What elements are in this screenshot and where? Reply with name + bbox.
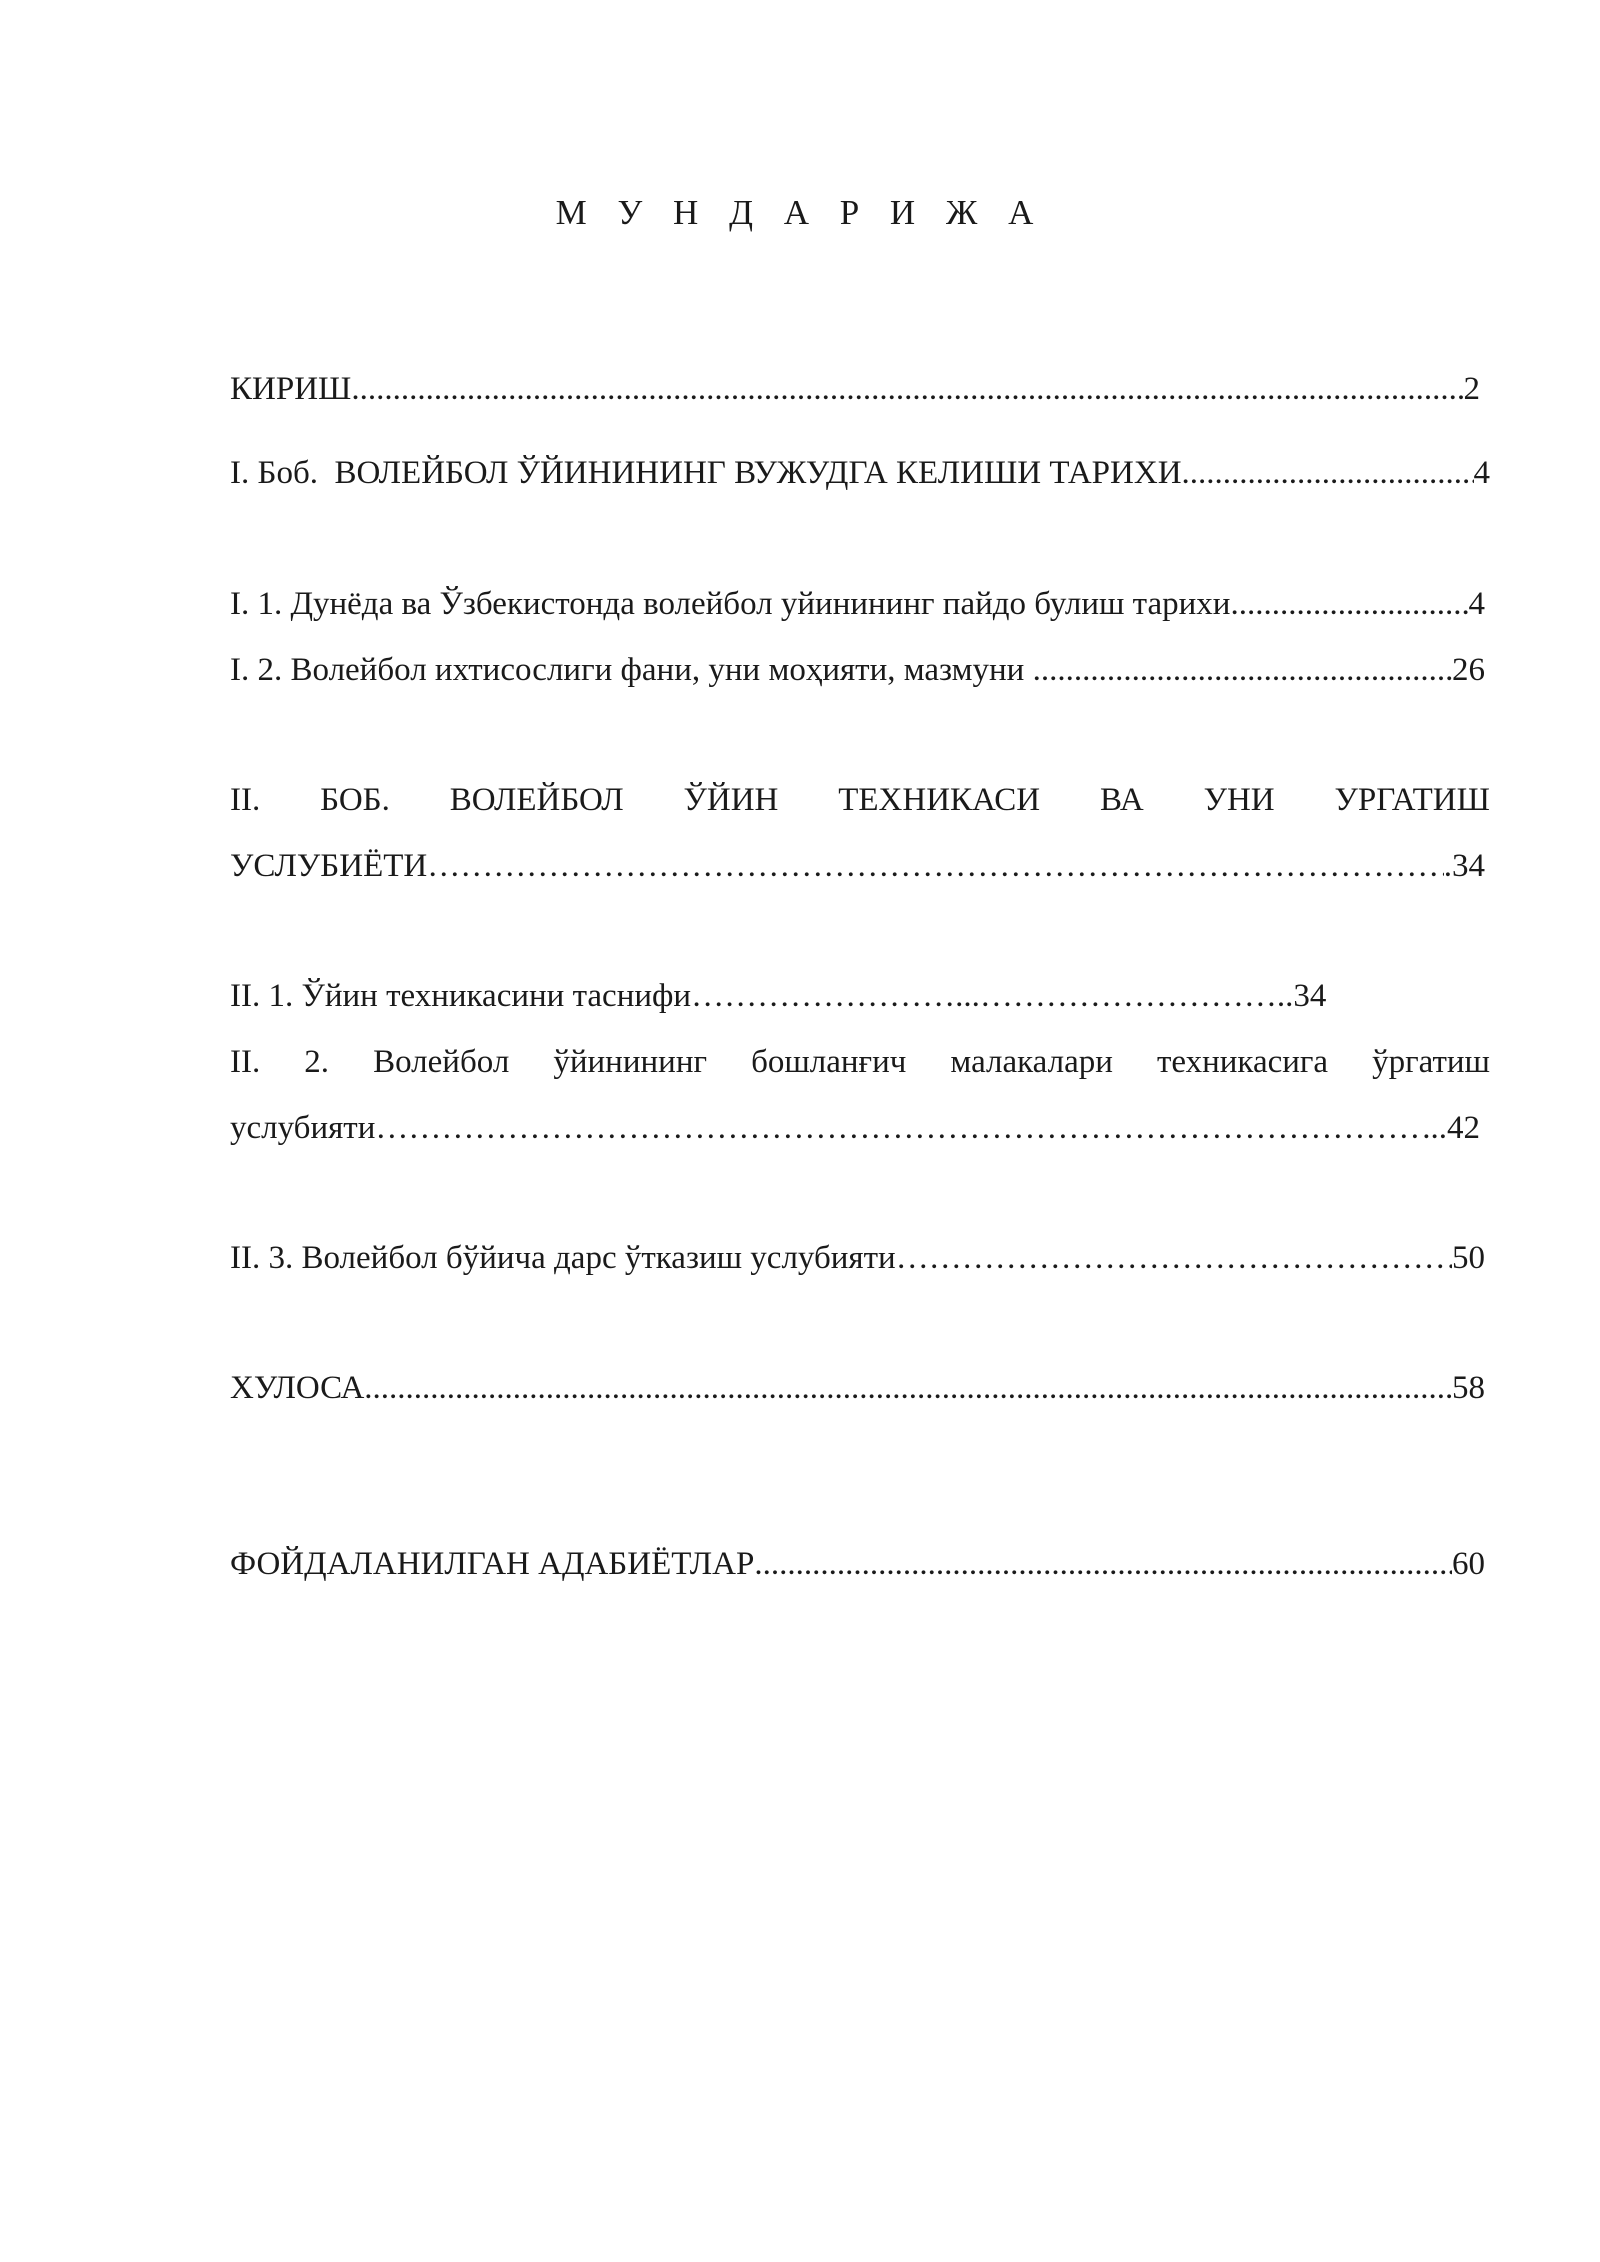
- toc-entry-text: I. Боб. ВОЛЕЙБОЛ ЎЙИНИНИНГ ВУЖУДГА КЕЛИШИ ТАРИХИ: [230, 455, 1182, 491]
- toc-word: ВА: [1099, 782, 1144, 818]
- toc-page-number: 2: [1463, 371, 1480, 407]
- toc-word: II.: [230, 782, 261, 818]
- toc-entry-chapter-2-line-2[interactable]: [230, 842, 1485, 890]
- toc-word: УНИ: [1203, 782, 1275, 818]
- toc-entry-text: УСЛУБИЁТИ: [230, 848, 428, 884]
- toc-dot-leader: [351, 365, 1463, 413]
- toc-entry-text: I. 2. Волейбол ихтисослиги фани, уни моҳияти, мазмуни: [230, 652, 1033, 688]
- toc-entry-chapter-2-line-1[interactable]: [230, 776, 1490, 824]
- toc-page-number: 34: [1293, 978, 1327, 1014]
- toc-entry-text: I. 1. Дунёда ва Ўзбекистонда волейбол уйинининг пайдо булиш тарихи: [230, 586, 1231, 622]
- toc-word: ВОЛЕЙБОЛ: [449, 782, 624, 818]
- toc-word: ТЕХНИКАСИ: [838, 782, 1041, 818]
- toc-word: техникасига: [1156, 1044, 1329, 1080]
- toc-word: УРГАТИШ: [1334, 782, 1490, 818]
- toc-entry-section-2-2-line-2[interactable]: [230, 1104, 1480, 1152]
- toc-entry-text: КИРИШ: [230, 371, 352, 407]
- toc-entry-section-2-1[interactable]: [230, 972, 1326, 1020]
- toc-entry-text: II. 1. Ўйин техникасини таснифи: [230, 978, 692, 1014]
- toc-dot-leader: [1182, 449, 1474, 497]
- toc-page-number: 50: [1452, 1240, 1485, 1276]
- toc-dot-leader: [754, 1540, 1452, 1588]
- page-title: М У Н Д А Р И Ж А: [555, 193, 1045, 232]
- toc-page-number: 4: [1468, 586, 1485, 622]
- toc-page-number: 60: [1452, 1546, 1485, 1582]
- toc-word: Волейбол: [373, 1044, 510, 1080]
- toc-word: ўйинининг: [553, 1044, 708, 1080]
- toc-entry-section-1-1[interactable]: [230, 580, 1485, 628]
- toc-word: малакалари: [950, 1044, 1113, 1080]
- toc-entry-text: услубияти: [230, 1110, 376, 1146]
- toc-page-number: .34: [1443, 848, 1485, 884]
- toc-entry-intro[interactable]: [230, 365, 1480, 413]
- toc-word: бошланғич: [751, 1044, 907, 1080]
- toc-word: 2.: [304, 1044, 330, 1080]
- toc-ellipsis-leader: [896, 1234, 1452, 1282]
- toc-ellipsis-leader: ……………………...………………………..: [691, 978, 1294, 1014]
- toc-page-number: ...42: [1422, 1110, 1480, 1146]
- toc-entry-references[interactable]: [230, 1540, 1485, 1588]
- toc-entry-section-2-3[interactable]: [230, 1234, 1485, 1282]
- toc-entry-text: II. 3. Волейбол бўйича дарс ўтказиш услубияти: [230, 1240, 896, 1276]
- toc-word: ЎЙИН: [683, 782, 779, 818]
- toc-entry-section-1-2[interactable]: [230, 646, 1485, 694]
- toc-page-number: 4: [1473, 455, 1490, 491]
- toc-page-number: 26: [1452, 652, 1485, 688]
- toc-word: ўргатиш: [1372, 1044, 1490, 1080]
- toc-ellipsis-leader: [375, 1104, 1422, 1152]
- toc-ellipsis-leader: [427, 842, 1444, 890]
- toc-dot-leader: [1033, 646, 1452, 694]
- toc-page-number: 58: [1452, 1370, 1485, 1406]
- toc-entry-chapter-1[interactable]: [230, 449, 1490, 497]
- toc-entry-text: ХУЛОСА: [230, 1370, 365, 1406]
- toc-entry-text: ФОЙДАЛАНИЛГАН АДАБИЁТЛАР: [230, 1546, 755, 1582]
- toc-word: II.: [230, 1044, 261, 1080]
- toc-entry-section-2-2-line-1[interactable]: [230, 1038, 1490, 1086]
- toc-word: БОБ.: [320, 782, 390, 818]
- toc-entry-conclusion[interactable]: [230, 1364, 1485, 1412]
- toc-dot-leader: [364, 1364, 1452, 1412]
- toc-dot-leader: [1230, 580, 1468, 628]
